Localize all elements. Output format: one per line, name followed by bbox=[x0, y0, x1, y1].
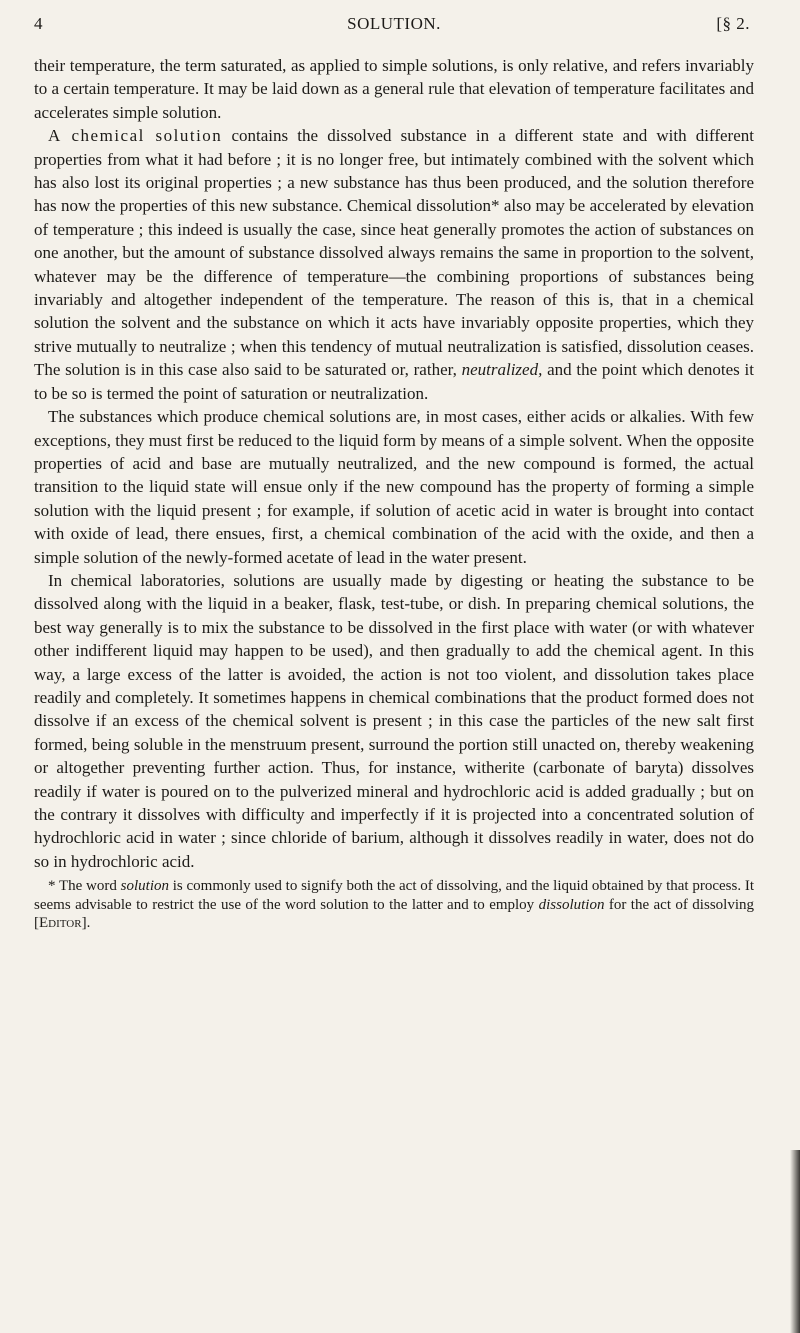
term-neutralized: neutralized, bbox=[461, 360, 543, 380]
paragraph-text: The substances which produce chemical solutions are, in most cases, either acids or alkalies. With few exceptions, they must first be reduced to the liquid form by means of a simple solvent. When the opposite properties of acid and base are mutually neutralized, and the new compound is formed, the actual transition to the liquid state will ensue only if the new compound has the property of forming a simple solution with the liquid present ; for example, if solution of acetic acid in water is brought into contact with oxide of lead, there ensues, first, a chemical combination of the acid with the oxide, and then a simple solution of the newly-formed acetate of lead in the water present. bbox=[34, 407, 754, 567]
paragraph-text: In chemical laboratories, solutions are usually made by digesting or heating the substance to be dissolved along with the liquid in a beaker, flask, test-tube, or dish. In preparing chemical solutions, the best way generally is to mix the substance to be dissolved in the first place with water (or with whatever other indifferent liquid may happen to be used), and then gradually to add the chemical agent. In this way, a large excess of the latter is avoided, the action is not too violent, and dissolution takes place readily and completely. It sometimes happens in chemical combinations that the product formed does not dissolve if an excess of the chemical solvent is present ; in this case the particles of the new salt first formed, being soluble in the menstruum present, surround the portion still unacted on, thereby weakening or altogether preventing further action. Thus, for instance, witherite (carbonate of baryta) dissolves readily if water is poured on to the pulverized mineral and hydrochloric acid is added gradually ; but on the contrary it dissolves with difficulty and imperfectly if it is projected into a concentrated solution of hydrochloric acid in water ; since chloride of barium, although it dissolves readily in water, does not do so in hydrochloric acid. bbox=[34, 570, 754, 871]
footnote-part: for the act of dissolving [ bbox=[34, 896, 754, 932]
footnote-term-solution: solution bbox=[120, 878, 169, 895]
paragraph-chemical-solution bbox=[34, 124, 754, 405]
paragraph-text: their temperature, the term saturated, as applied to simple solutions, is only relative, and refers invariably to a certain temperature. It may be laid down as a general rule that elevation of temperature facilitates and accelerates simple solution. bbox=[34, 56, 754, 122]
term-chemical-solution: A chemical solution bbox=[48, 126, 223, 146]
section-marker: [§ 2. bbox=[716, 14, 750, 33]
footnote-editor: Editor bbox=[39, 915, 82, 932]
page-edge-shadow bbox=[790, 1150, 800, 1333]
footnote-part: * The word bbox=[48, 878, 121, 895]
page-number: 4 bbox=[34, 14, 43, 33]
footnote-term-dissolution: dissolution bbox=[538, 896, 605, 913]
page bbox=[34, 14, 754, 933]
footnote-text bbox=[34, 877, 754, 933]
body-text bbox=[34, 54, 754, 873]
paragraph-continued bbox=[34, 54, 754, 124]
footnote bbox=[34, 877, 754, 933]
running-title: SOLUTION. bbox=[347, 14, 441, 33]
paragraph-laboratories bbox=[34, 569, 754, 873]
paragraph-text: and the point which denotes it to be so is termed the point of saturation or neutralization. bbox=[34, 360, 754, 403]
paragraph-acids-alkalies bbox=[34, 405, 754, 569]
footnote-part: is commonly used to signify both the act of dissolving, and the liquid obtained by that process. It seems advisable to restrict the use of the word solution to the latter and to employ bbox=[34, 878, 754, 913]
paragraph-text: contains the dissolved substance in a different state and with different properties from what it had before ; it is no longer free, but intimately combined with the solvent which has also lost its original properties ; a new substance has thus been produced, and the solution therefore has now the properties of this new substance. Chemical dissolution* also may be accelerated by elevation of temperature ; this indeed is usually the case, since heat generally promotes the action of substances on one another, but the amount of substance dissolved always remains the same in proportion to the solvent, whatever may be the difference of temperature—the combining proportions of substances being invariably and altogether independent of the temperature. The reason of this is, that in a chemical solution the solvent and the substance on which it acts have invariably opposite properties, which they strive mutually to neutralize ; when this tendency of mutual neutralization is satisfied, dissolution ceases. The solution is in this case also said to be saturated or, rather, bbox=[34, 126, 754, 380]
running-header bbox=[34, 14, 754, 48]
footnote-part: ]. bbox=[81, 915, 91, 932]
